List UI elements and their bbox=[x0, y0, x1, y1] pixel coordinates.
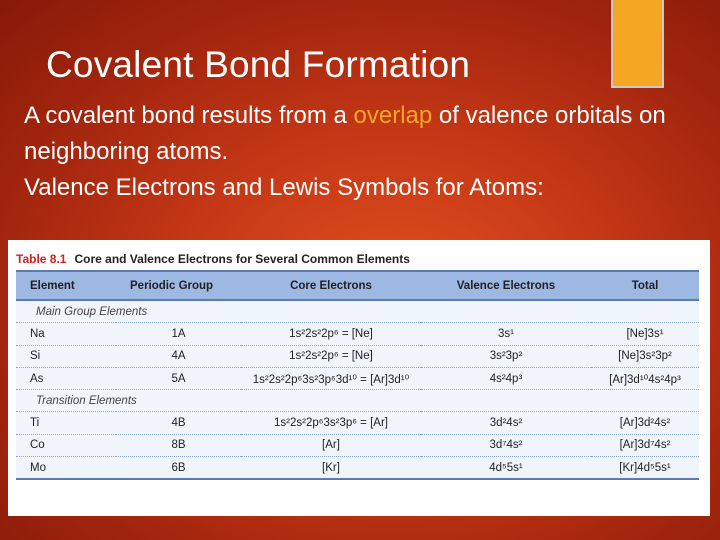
body-line-1-end: of valence orbitals on neighboring atoms. bbox=[24, 102, 666, 165]
cell-valence: 3d²4s² bbox=[489, 417, 523, 430]
cell-element: Mo bbox=[30, 461, 46, 474]
cell-element: Ti bbox=[30, 417, 40, 430]
cell-total: [Ar]3d¹⁰4s²4p³ bbox=[609, 373, 681, 386]
cell-group: 8B bbox=[171, 439, 186, 452]
cell-element: As bbox=[30, 372, 44, 385]
cell-group: 6B bbox=[171, 461, 186, 474]
table-title: Core and Valence Electrons for Several Common Elements bbox=[74, 252, 410, 266]
header-valence-electrons: Valence Electrons bbox=[421, 271, 591, 300]
header-total: Total bbox=[591, 271, 699, 300]
section-transition: Transition Elements bbox=[36, 394, 137, 407]
table-row bbox=[16, 434, 699, 456]
section-row-transition bbox=[16, 390, 699, 412]
table-row bbox=[16, 323, 699, 345]
cell-element: Na bbox=[30, 327, 45, 340]
header-core-electrons: Core Electrons bbox=[241, 271, 421, 300]
cell-group: 5A bbox=[171, 372, 186, 385]
highlight-overlap: overlap bbox=[353, 102, 433, 129]
cell-core: [Ar] bbox=[322, 439, 340, 452]
cell-group: 4B bbox=[171, 417, 186, 430]
section-main-group: Main Group Elements bbox=[36, 305, 148, 318]
cell-valence: 4d⁵5s¹ bbox=[489, 461, 523, 474]
slide-body bbox=[24, 98, 704, 206]
table-row bbox=[16, 367, 699, 389]
cell-valence: 3d⁷4s² bbox=[489, 439, 523, 452]
cell-total: [Kr]4d⁵5s¹ bbox=[619, 461, 671, 474]
section-row-main bbox=[16, 300, 699, 323]
table-number: Table 8.1 bbox=[16, 252, 67, 266]
table-header-row bbox=[16, 271, 699, 300]
body-line-1 bbox=[24, 98, 704, 170]
cell-core: 1s²2s²2p⁶ = [Ne] bbox=[289, 327, 373, 340]
cell-total: [Ar]3d⁷4s² bbox=[619, 439, 671, 452]
table-row bbox=[16, 345, 699, 367]
cell-valence: 3s¹ bbox=[498, 327, 514, 340]
cell-core: 1s²2s²2p⁶3s²3p⁶3d¹⁰ = [Ar]3d¹⁰ bbox=[252, 373, 410, 386]
table-row bbox=[16, 457, 699, 480]
accent-bar bbox=[611, 0, 664, 88]
cell-total: [Ar]3d²4s² bbox=[619, 417, 671, 430]
cell-valence: 4s²4p³ bbox=[489, 372, 523, 385]
cell-valence: 3s²3p² bbox=[489, 350, 523, 363]
electron-table bbox=[16, 270, 699, 480]
table-row bbox=[16, 412, 699, 434]
cell-element: Co bbox=[30, 439, 45, 452]
cell-element: Si bbox=[30, 350, 41, 363]
cell-group: 1A bbox=[171, 327, 186, 340]
cell-group: 4A bbox=[171, 350, 186, 363]
cell-core: 1s²2s²2p⁶3s²3p⁶ = [Ar] bbox=[274, 417, 388, 430]
cell-total: [Ne]3s²3p² bbox=[618, 350, 672, 363]
body-line-2: Valence Electrons and Lewis Symbols for Atoms: bbox=[24, 174, 544, 201]
cell-core: [Kr] bbox=[322, 461, 340, 474]
cell-total: [Ne]3s¹ bbox=[626, 327, 664, 340]
table-caption bbox=[16, 248, 702, 270]
table-figure bbox=[8, 240, 710, 516]
cell-core: 1s²2s²2p⁶ = [Ne] bbox=[289, 350, 373, 363]
header-element: Element bbox=[16, 271, 116, 300]
header-periodic-group: Periodic Group bbox=[116, 271, 241, 300]
slide-title: Covalent Bond Formation bbox=[46, 44, 471, 85]
body-line-1-start: A covalent bond results from a bbox=[24, 102, 354, 129]
